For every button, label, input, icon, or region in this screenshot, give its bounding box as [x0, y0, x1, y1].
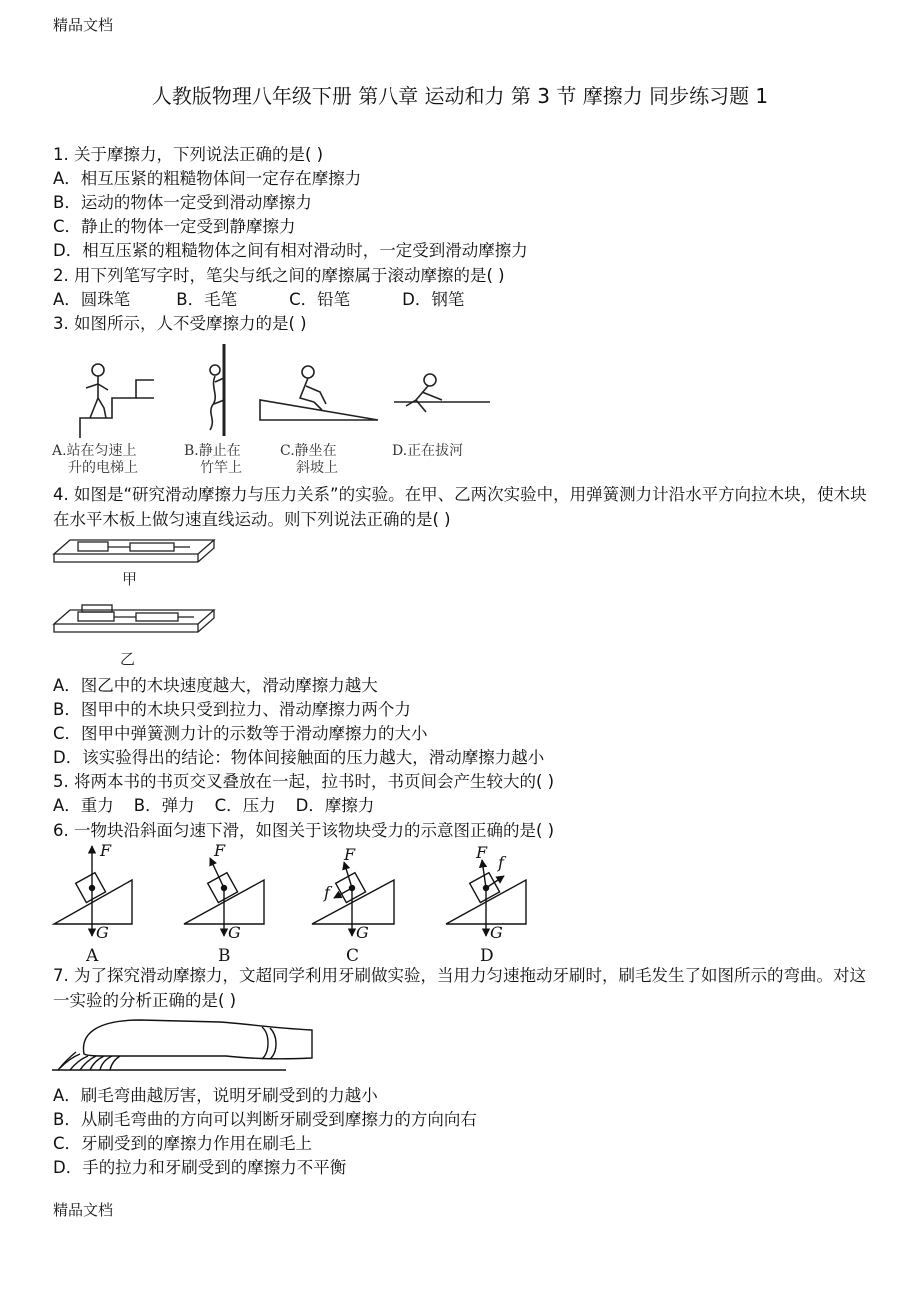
q2-option-a: A．圆珠笔	[53, 290, 131, 309]
q1-option-b: B．运动的物体一定受到滑动摩擦力	[53, 193, 312, 212]
q6-a-force-g: G	[96, 923, 109, 942]
q5-option-c: C．压力	[214, 796, 276, 815]
q4-option-a: A．图乙中的木块速度越大，滑动摩擦力越大	[53, 676, 378, 695]
q3-caption-d1: D.正在拔河	[392, 443, 464, 459]
q4-stem: 4. 如图是“研究滑动摩擦力与压力关系”的实验。在甲、乙两次实验中，用弹簧测力计沿水平方向拉木块，使木块在水平木板上做匀速直线运动。则下列说法正确的是( )	[53, 485, 867, 529]
q6-b-force-g: G	[228, 923, 241, 942]
q6-letter-b: B	[218, 946, 231, 962]
q5-option-a: A．重力	[53, 796, 114, 815]
q4-option-b: B．图甲中的木块只受到拉力、滑动摩擦力两个力	[53, 700, 411, 719]
q3-caption-c1: C.静坐在	[280, 443, 337, 459]
q3-stem: 3. 如图所示，人不受摩擦力的是( )	[53, 314, 307, 333]
q5-option-b: B．弹力	[133, 796, 195, 815]
pole-climber-figure	[210, 344, 224, 436]
q5-option-d: D．摩擦力	[295, 796, 375, 815]
q3-caption-a2: 升的电梯上	[68, 460, 138, 476]
slope-sitter-figure	[260, 366, 378, 420]
q3-caption-b1: B.静止在	[184, 443, 241, 459]
q1-stem: 1. 关于摩擦力，下列说法正确的是( )	[53, 145, 324, 164]
q5-stem: 5. 将两本书的书页交叉叠放在一起，拉书时，书页间会产生较大的( )	[53, 772, 555, 791]
q6-figure	[50, 840, 540, 962]
q3-caption-b2: 竹竿上	[200, 460, 242, 476]
q6-b-force-f: F	[214, 841, 226, 860]
q3-caption-c2: 斜坡上	[296, 460, 338, 476]
experiment-yi	[54, 605, 214, 632]
q4-label-jia: 甲	[122, 570, 138, 588]
q2-option-c: C．铅笔	[289, 290, 351, 309]
q6-a-force-f: F	[100, 841, 112, 860]
tug-of-war-figure	[394, 374, 490, 412]
q6-diagram-d	[446, 860, 526, 936]
q1-option-d: D．相互压紧的粗糙物体之间有相对滑动时，一定受到滑动摩擦力	[53, 241, 528, 260]
q6-letter-c: C	[346, 946, 360, 962]
q7-option-b: B．从刷毛弯曲的方向可以判断牙刷受到摩擦力的方向向右	[53, 1110, 477, 1129]
q6-stem: 6. 一物块沿斜面匀速下滑，如图关于该物块受力的示意图正确的是( )	[53, 821, 555, 840]
q6-diagram-a	[54, 846, 132, 936]
q2-option-d: D．钢笔	[402, 290, 465, 309]
q7-option-d: D．手的拉力和牙刷受到的摩擦力不平衡	[53, 1158, 347, 1177]
q6-d-force-friction: f	[498, 853, 504, 872]
q6-d-force-f: F	[476, 843, 488, 862]
experiment-jia	[54, 540, 214, 562]
q1-option-a: A．相互压紧的粗糙物体间一定存在摩擦力	[53, 169, 362, 188]
page-title: 人教版物理八年级下册 第八章 运动和力 第 3 节 摩擦力 同步练习题 1	[151, 84, 769, 108]
q6-c-force-g: G	[356, 923, 369, 942]
q2-stem: 2. 用下列笔写字时，笔尖与纸之间的摩擦属于滚动摩擦的是( )	[53, 266, 505, 285]
q4-label-yi: 乙	[120, 650, 136, 668]
q3-caption-a1: A.站在匀速上	[52, 443, 137, 459]
q5-options	[53, 795, 404, 817]
q2-option-b: B．毛笔	[176, 290, 238, 309]
q7-option-c: C．牙刷受到的摩擦力作用在刷毛上	[53, 1134, 313, 1153]
q4-option-c: C．图甲中弹簧测力计的示数等于滑动摩擦力的大小	[53, 724, 428, 743]
q6-d-force-g: G	[490, 923, 503, 942]
q3-figure	[50, 340, 500, 480]
q2-options	[53, 289, 494, 311]
q4-option-d: D．该实验得出的结论：物体间接触面的压力越大，滑动摩擦力越小	[53, 748, 545, 767]
escalator-figure	[80, 364, 154, 438]
q4-figure	[50, 532, 220, 672]
q6-c-force-f: F	[344, 845, 356, 864]
q6-diagram-b	[184, 858, 264, 936]
q6-letter-a: A	[86, 946, 99, 962]
toothbrush-figure	[50, 1014, 320, 1080]
q1-option-c: C．静止的物体一定受到静摩擦力	[53, 217, 296, 236]
page-footer: 精品文档	[53, 1201, 114, 1219]
q7-option-a: A．刷毛弯曲越厉害，说明牙刷受到的力越小	[53, 1086, 378, 1105]
q6-c-force-friction: f	[324, 883, 330, 902]
q7-stem: 7. 为了探究滑动摩擦力，文超同学利用牙刷做实验，当用力匀速拖动牙刷时，刷毛发生了如图所示的弯曲。对这一实验的分析正确的是( )	[53, 966, 866, 1010]
page-header: 精品文档	[53, 16, 114, 34]
q6-letter-d: D	[480, 946, 494, 962]
